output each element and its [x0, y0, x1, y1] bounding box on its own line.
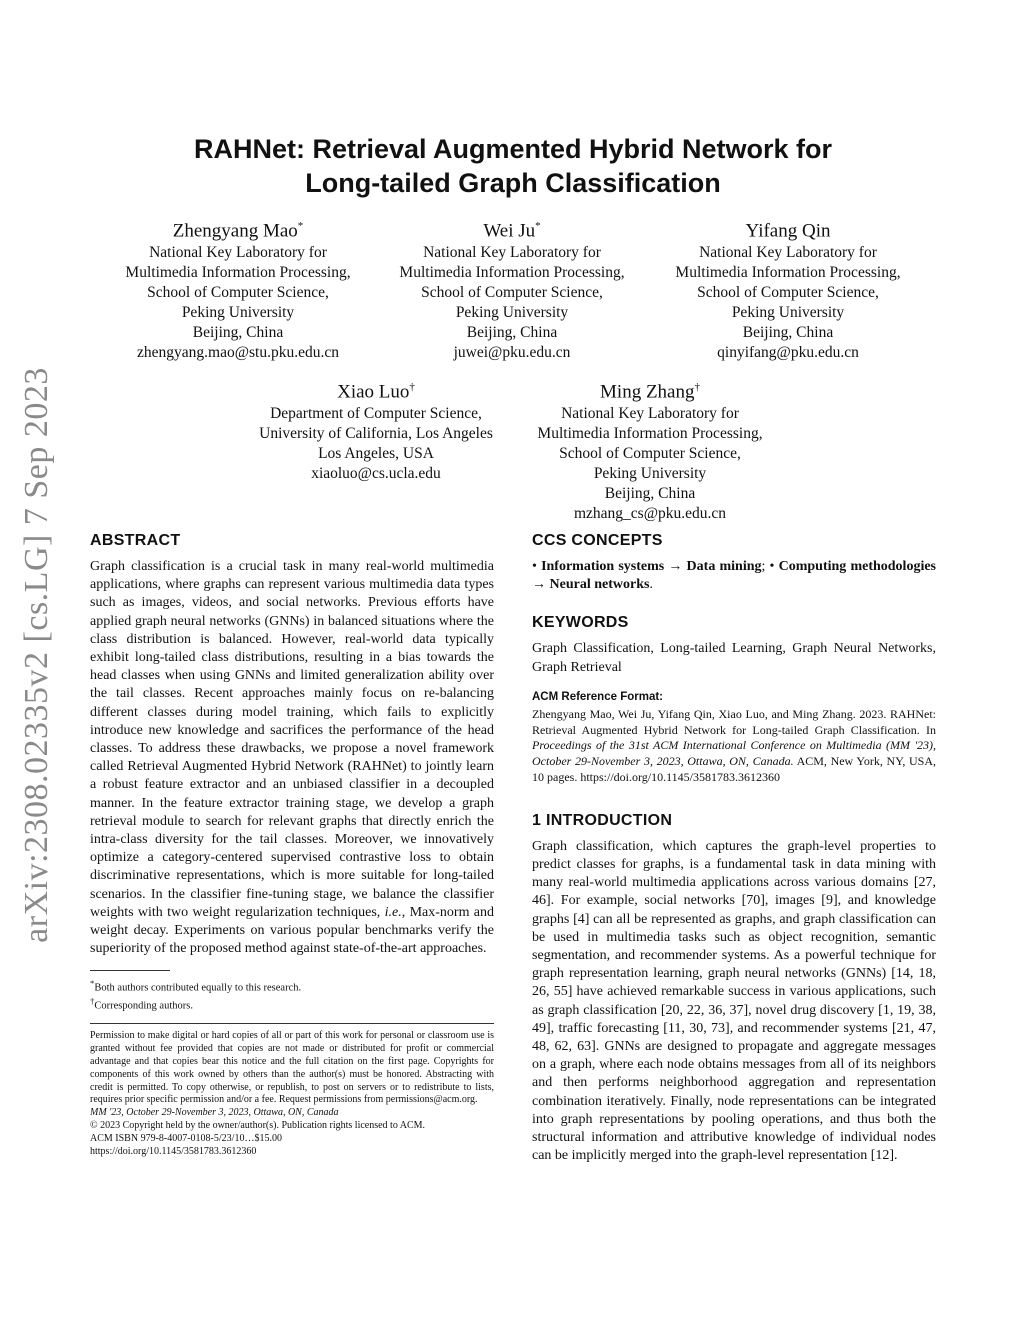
- permission-divider: [90, 1023, 494, 1024]
- affiliation-line: Beijing, China: [604, 485, 696, 503]
- affiliation-line: National Key Laboratory for: [561, 405, 739, 423]
- affiliation-line: National Key Laboratory for: [699, 244, 877, 262]
- left-column: [90, 532, 494, 1158]
- abstract-text: Graph classification is a crucial task in many real-world multimedia applications, where graphs can represent various multimedia data types such as images, videos, and social networks. Previous efforts have applied graph neural networks (GNNs) in balanced situations where the class distribution is balanced. However, real-world data typically exhibit long-tailed class distributions, resulting in a bias towards the head classes when using GNNs and limited generalization ability over the tail classes. Recent approaches mainly focus on re-balancing different classes during model training, which fails to explicitly introduce new knowledge and sacrifices the performance of the head classes. To address these drawbacks, we propose a novel framework called Retrieval Augmented Hybrid Network (RAHNet) to jointly learn a robust feature extractor and an unbiased classifier in a decoupled manner. In the feature extractor training stage, we develop a graph retrieval module to search for relevant graphs that directly enrich the intra-class diversity for the tail classes. Moreover, we innovatively optimize a category-centered supervised contrastive loss to obtain discriminative representations, which is more suitable for long-tailed scenarios. In the classifier fine-tuning stage, we balance the classifier weights with two weight regularization techniques, i.e., Max-norm and weight decay. Experiments on various popular benchmarks verify the superiority of the proposed method against state-of-the-art approaches.: [90, 559, 494, 957]
- footnote-equal: *Both authors contributed equally to this research.: [90, 978, 302, 994]
- title-line-2: Long-tailed Graph Classification: [305, 168, 721, 198]
- intro-heading: 1 INTRODUCTION: [532, 811, 673, 829]
- affiliation-line: University of California, Los Angeles: [259, 425, 493, 443]
- author-name: Zhengyang Mao: [172, 220, 298, 242]
- author-email[interactable]: mzhang_cs@pku.edu.cn: [573, 505, 726, 523]
- author-block: [650, 214, 926, 363]
- affiliation-line: Peking University: [593, 465, 707, 483]
- paper-title: [90, 132, 936, 200]
- ccs-heading: CCS CONCEPTS: [532, 532, 663, 549]
- doi-link[interactable]: https://doi.org/10.1145/3581783.3612360: [90, 1145, 257, 1157]
- affiliation-line: Multimedia Information Processing,: [537, 425, 763, 443]
- title-line-1: RAHNet: Retrieval Augmented Hybrid Network for: [193, 134, 833, 164]
- author-email[interactable]: qinyifang@pku.edu.cn: [717, 344, 859, 362]
- author-email[interactable]: zhengyang.mao@stu.pku.edu.cn: [137, 344, 339, 362]
- copyright-line: © 2023 Copyright held by the owner/author(s). Publication rights licensed to ACM.: [90, 1120, 426, 1132]
- author-mark: †: [694, 381, 700, 393]
- author-mark: *: [535, 220, 541, 232]
- arxiv-id: arXiv:2308.02335v2 [cs.LG] 7 Sep 2023: [18, 367, 55, 943]
- acm-ref-text: Zhengyang Mao, Wei Ju, Yifang Qin, Xiao Luo, and Ming Zhang. 2023. RAHNet: Retrieval Augmented Hybrid Network for Long-tailed Graph Classification. In Proceedings of the 31st ACM International Conference on Multimedia (MM '23), October 29-November 3, 2023, Ottawa, ON, Canada. ACM, New York, NY, USA, 10 pages. https://doi.org/10.1145/3581783.3612360: [532, 706, 936, 784]
- abstract-heading: ABSTRACT: [90, 532, 181, 549]
- author-email[interactable]: xiaoluo@cs.ucla.edu: [311, 465, 441, 483]
- author-mark: *: [297, 220, 304, 232]
- isbn-line: ACM ISBN 979-8-4007-0108-5/23/10…$15.00: [90, 1132, 282, 1144]
- footnote-corresponding: †Corresponding authors.: [90, 996, 193, 1012]
- affiliation-line: Multimedia Information Processing,: [125, 264, 351, 282]
- affiliation-line: National Key Laboratory for: [149, 244, 327, 262]
- affiliation-line: Multimedia Information Processing,: [675, 264, 901, 282]
- intro-text: Graph classification, which captures the graph-level properties to predict classes for graphs, is a fundamental task in data mining with many real-world multimedia applications across various domains [27, 46]. For example, social networks [70], images [9], and knowledge graphs [4] can all be represented as graphs, and graph classification can be used in multimedia tasks such as object recognition, semantic segmentation, and recommender systems. As a powerful technique for graph representation learning, graph neural networks (GNNs) [14, 18, 26, 55] have achieved remarkable success in various applications, such as graph classification [20, 22, 36, 37], novel drug discovery [1, 19, 38, 49], traffic forecasting [11, 30, 73], and recommender systems [21, 47, 48, 62, 63]. GNNs are designed to propagate and aggregate messages on a graph, where each node obtains messages from all of its neighbors and then performs neighborhood aggregation and representation combination iteratively. Finally, node representations can be integrated into graph representations by pooling operations, and thus both the structural information and attributive knowledge of individual nodes can be implicitly merged into the graph-level representation [12].: [532, 838, 936, 1164]
- right-column: [532, 532, 936, 1165]
- affiliation-line: Peking University: [455, 304, 569, 322]
- affiliation-line: Peking University: [181, 304, 295, 322]
- author-name: Ming Zhang: [600, 381, 695, 403]
- author-mark: †: [409, 381, 415, 393]
- affiliation-line: Department of Computer Science,: [270, 405, 482, 423]
- permission-notice: Permission to make digital or hard copies of all or part of this work for personal or classroom use is granted without fee provided that copies are not made or distributed for profit or commercial advantage and that copies bear this notice and the full citation on the first page. Copyrights for components of this work owned by others than the author(s) must be honored. Abstracting with credit is permitted. To copy otherwise, or republish, to post on servers or to redistribute to lists, requires prior specific permission and/or a fee. Request permissions from permissions@acm.org.: [90, 1030, 494, 1106]
- keywords-text: Graph Classification, Long-tailed Learning, Graph Neural Networks, Graph Retrieval: [532, 641, 936, 675]
- affiliation-line: Beijing, China: [742, 324, 834, 342]
- keywords-heading: KEYWORDS: [532, 614, 629, 632]
- ccs-text: • Information systems → Data mining; • Computing methodologies → Neural networks.: [532, 559, 937, 593]
- affiliation-line: School of Computer Science,: [421, 284, 603, 302]
- affiliation-line: Beijing, China: [466, 324, 558, 342]
- affiliation-line: Multimedia Information Processing,: [399, 264, 625, 282]
- author-name: Wei Ju: [483, 220, 536, 242]
- affiliation-line: Peking University: [731, 304, 845, 322]
- author-block: [102, 214, 374, 363]
- author-email[interactable]: juwei@pku.edu.cn: [453, 344, 571, 362]
- arxiv-stamp: [12, 360, 62, 950]
- author-name: Xiao Luo: [337, 381, 410, 403]
- author-name: Yifang Qin: [745, 220, 831, 242]
- affiliation-line: National Key Laboratory for: [423, 244, 601, 262]
- author-block: [376, 214, 648, 363]
- venue-line: MM '23, October 29-November 3, 2023, Ottawa, ON, Canada: [90, 1107, 339, 1119]
- acm-ref-heading: ACM Reference Format:: [532, 690, 663, 703]
- affiliation-line: School of Computer Science,: [559, 445, 741, 463]
- affiliation-line: Los Angeles, USA: [318, 445, 434, 463]
- affiliation-line: Beijing, China: [192, 324, 284, 342]
- footnote-divider: [90, 970, 170, 971]
- author-block: [514, 375, 786, 524]
- author-block: [236, 375, 516, 484]
- affiliation-line: School of Computer Science,: [147, 284, 329, 302]
- affiliation-line: School of Computer Science,: [697, 284, 879, 302]
